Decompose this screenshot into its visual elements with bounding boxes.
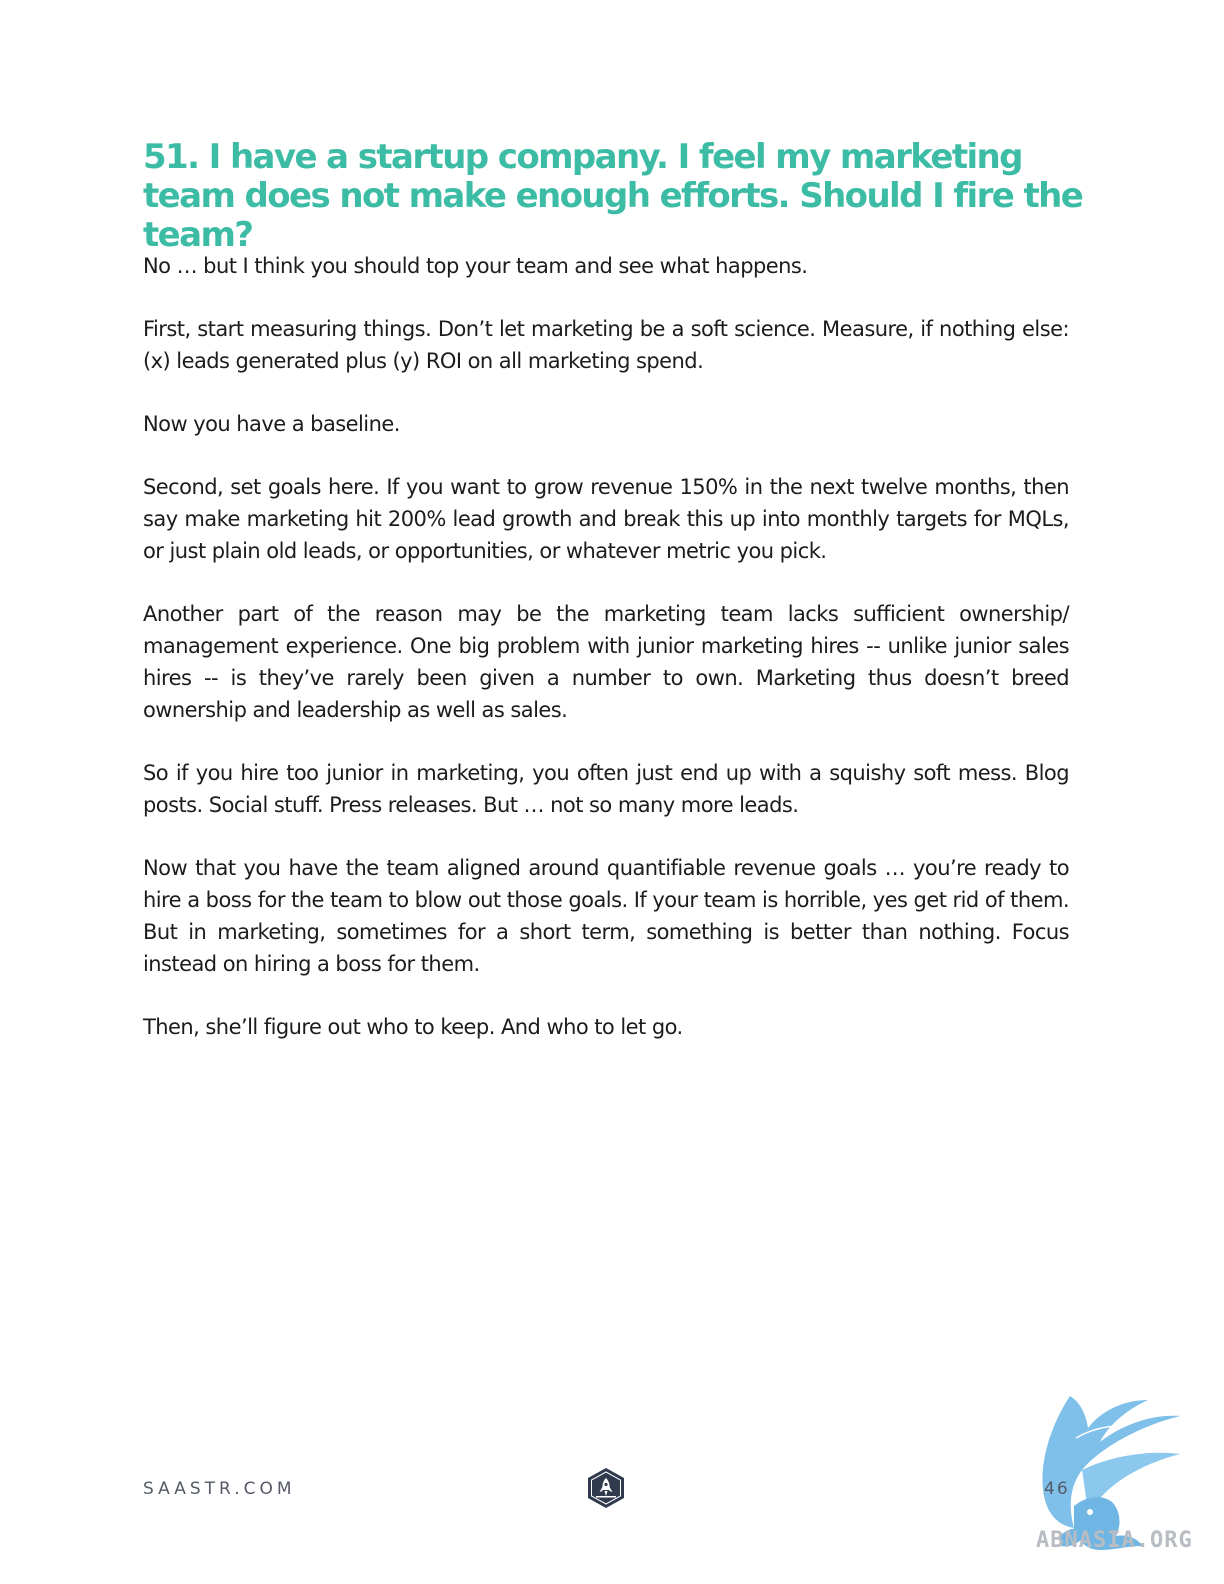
paragraph: Now that you have the team aligned around quantifiable revenue goals … you’re ready to hire a boss for the team to blow out those goals. If your team is horrible, yes get rid of them. But in marketing, sometimes for a short term, something is better than nothing. Focus instead on hiring a boss for them.	[143, 856, 1069, 976]
paragraph: First, start measuring things. Don’t let marketing be a soft science. Measure, if nothing else: (x) leads generated plus (y) ROI on all marketing spend.	[143, 317, 1069, 373]
paragraph: Now you have a baseline.	[143, 412, 400, 436]
answer-body	[143, 250, 1069, 1074]
rocket-hexagon-icon	[585, 1467, 627, 1509]
question-heading: 51. I have a startup company. I feel my marketing team does not make enough efforts. Should I fire the team?	[143, 137, 1083, 255]
footer-site-link[interactable]: SAASTR.COM	[143, 1479, 296, 1499]
paragraph: Second, set goals here. If you want to grow revenue 150% in the next twelve months, then say make marketing hit 200% lead growth and break this up into monthly targets for MQLs, or just plain old leads, or opportunities, or whatever metric you pick.	[143, 475, 1069, 563]
paragraph: Another part of the reason may be the marketing team lacks sufficient ownership/ management experience. One big problem with junior marketing hires -- unlike junior sales hires -- is they’ve rarely been given a number to own. Marketing thus doesn’t breed ownership and leadership as well as sales.	[143, 602, 1069, 722]
paragraph: No … but I think you should top your team and see what happens.	[143, 254, 808, 278]
page-number: 46	[1044, 1479, 1070, 1499]
watermark-text: ABNASIA.ORG	[1036, 1528, 1193, 1553]
paragraph: Then, she’ll figure out who to keep. And who to let go.	[143, 1015, 683, 1039]
paragraph: So if you hire too junior in marketing, you often just end up with a squishy soft mess. Blog posts. Social stuff. Press releases. But … not so many more leads.	[143, 761, 1069, 817]
